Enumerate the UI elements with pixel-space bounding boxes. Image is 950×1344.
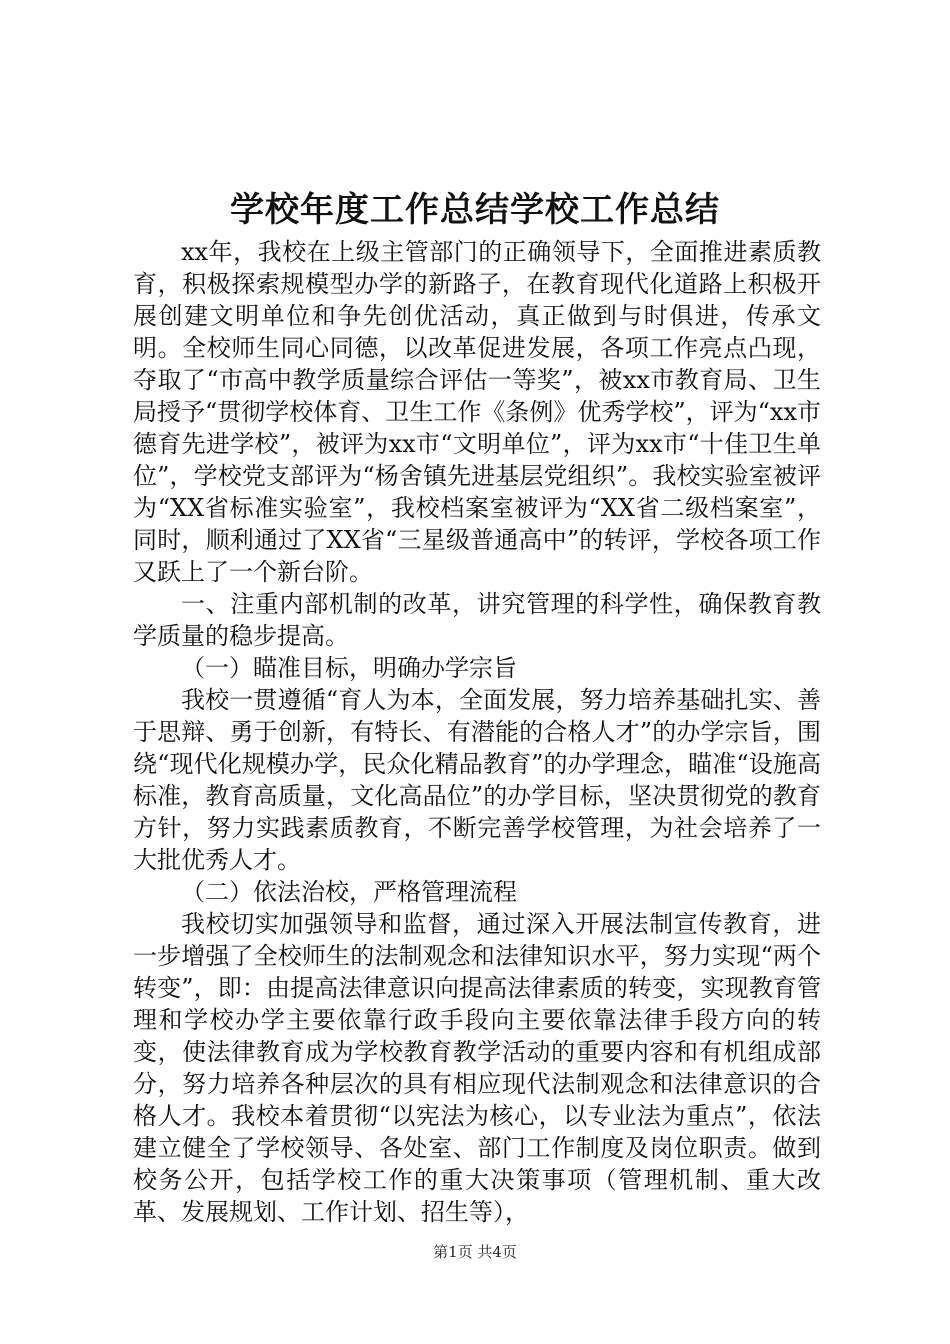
section-heading-1: 一、注重内部机制的改革，讲究管理的科学性，确保教育教学质量的稳步提高。 [133, 590, 821, 650]
body-paragraph-2: 我校切实加强领导和监督，通过深入开展法制宣传教育，进一步增强了全校师生的法制观念和法律知识水平，努力实现“两个转变”，即：由提高法律意识向提高法律素质的转变，实现教育管理和学校办学主要依靠行政手段向主要依靠法律手段方向的转变，使法律教育成为学校教育教学活动的重要内容和有机组成部分，努力培养各种层次的具有相应现代法制观念和法律意识的合格人才。我校本着贯彻“以宪法为核心，以专业法为重点”，依法建立健全了学校领导、各处室、部门工作制度及岗位职责。做到校务公开，包括学校工作的重大决策事项（管理机制、重大改革、发展规划、工作计划、招生等）， [133, 910, 821, 1226]
body-paragraph-1: 我校一贯遵循“育人为本，全面发展，努力培养基础扎实、善于思辩、勇于创新，有特长、有潜能的合格人才”的办学宗旨，围绕“现代化规模办学，民众化精品教育”的办学理念，瞄准“设施高标准，教育高质量，文化高品位”的办学目标，坚决贯彻党的教育方针，努力实践素质教育，不断完善学校管理，为社会培养了一大批优秀人才。 [133, 686, 821, 874]
subsection-heading-1: （一）瞄准目标，明确办学宗旨 [181, 654, 517, 682]
intro-paragraph: xx年，我校在上级主管部门的正确领导下，全面推进素质教育，积极探索规模型办学的新路子，在教育现代化道路上积极开展创建文明单位和争先创优活动，真正做到与时俱进，传承文明。全校师生同心同德，以改革促进发展，各项工作亮点凸现，夺取了“市高中教学质量综合评估一等奖”，被xx市教育局、卫生局授予“贯彻学校体育、卫生工作《条例》优秀学校”，评为“xx市德育先进学校”，被评为xx市“文明单位”，评为xx市“十佳卫生单位”，学校党支部评为“杨舍镇先进基层党组织”。我校实验室被评为“XX省标准实验室”，我校档案室被评为“XX省二级档案室”，同时，顺利通过了XX省“三星级普通高中”的转评，学校各项工作又跃上了一个新台阶。 [133, 238, 821, 586]
document-title: 学校年度工作总结学校工作总结 [230, 190, 720, 230]
page-number-footer: 第1页 共4页 [433, 1243, 517, 1261]
subsection-heading-2: （二）依法治校，严格管理流程 [181, 878, 517, 906]
document-body [133, 236, 821, 1228]
